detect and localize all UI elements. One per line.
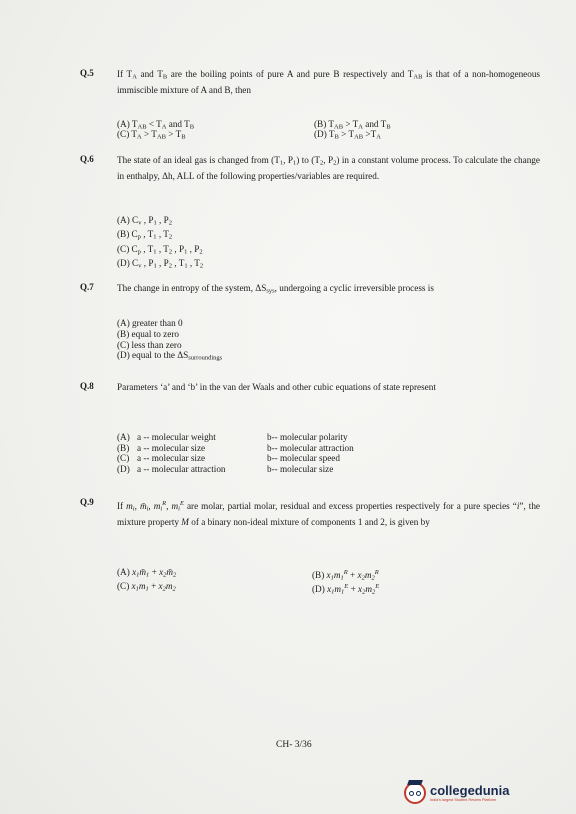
options-table (117, 432, 354, 474)
option-a: (A) $T_{AB} < T_A$ and $T_B$ (117, 119, 195, 131)
collegedunia-logo[interactable] (404, 779, 540, 807)
question-number: Q.7 (80, 282, 94, 292)
question-number: Q.8 (80, 381, 94, 391)
option-c: (C) less than zero (117, 339, 182, 350)
parameter-a: a -- molecular size (137, 453, 206, 464)
option-c: (C) $T_A > T_{AB} > T_B$ (117, 129, 186, 141)
option-label: (B) (117, 442, 130, 453)
option-label: (D) (117, 463, 130, 474)
option-row (117, 453, 354, 464)
parameter-a: a -- molecular attraction (137, 463, 226, 474)
option-d: (D) $T_B > T_{AB} >T_A$ (314, 129, 381, 141)
question-text: The state of an ideal gas is changed from ($T_1$, $P_1$) to ($T_2$, $P_2$) in a constant volume process. To calculate the change in enthalpy, Δh, ALL of the following properties/variables are required. (117, 155, 540, 181)
question-number: Q.6 (80, 154, 94, 164)
option-d: (D) $C_v$ , $P_1$ , $P_2$ , $T_1$ , $T_2$ (117, 257, 204, 270)
option-c: (C) $C_p$ , $T_1$ , $T_2$ , $P_1$ , $P_2$ (117, 243, 203, 256)
parameter-b: b-- molecular polarity (267, 432, 348, 442)
parameter-b: b-- molecular size (267, 463, 334, 474)
option-b: (B) $T_{AB} > T_A$ and $T_B$ (314, 119, 391, 131)
option-a: (A) $C_v$ , $P_1$ , $P_2$ (117, 215, 172, 227)
question-text: If $m_i$, $m̄_i$, $m_i^R$, $m_i^E$ are molar, partial molar, residual and excess properties respectively for a pure species “i”, the mixture property M of a binary non-ideal mixture of components 1 and 2, is given by (117, 500, 541, 527)
option-b: (B) equal to zero (117, 328, 179, 339)
parameter-b: b-- molecular speed (267, 453, 340, 464)
question-number: Q.9 (80, 497, 94, 507)
option-a: (A) $x_1m̄_1$ + $x_2m̄_2$ (117, 567, 177, 579)
question-text: The change in entropy of the system, $\Delta S_{sys}$, undergoing a cyclic irreversible process is (117, 283, 434, 295)
parameter-b: b-- molecular attraction (267, 442, 354, 453)
options-list (117, 215, 203, 272)
parameter-a: a -- molecular size (137, 442, 206, 453)
option-row (117, 432, 354, 443)
parameter-a: a -- molecular weight (137, 432, 216, 442)
option-d: (D) equal to the $\Delta S_{surroundings}$ (117, 350, 223, 362)
option-label: (A) (117, 432, 130, 442)
page-number: CH- 3/36 (276, 740, 312, 750)
option-label: (C) (117, 453, 130, 464)
option-d: (D) $x_1m_1^E + x_2m_2^E$ (312, 583, 380, 596)
option-row (117, 443, 354, 454)
logo-tagline: India's largest Student Review Platform (430, 797, 497, 802)
question-text: If $T_A$ and $T_B$ are the boiling points of pure A and pure B respectively and $T_{AB}$ is that of a non-homogeneous immiscible mixture of A and B, then (117, 69, 540, 95)
question-text: Parameters ‘a’ and ‘b’ in the van der Waals and other cubic equations of state represent (117, 382, 436, 392)
owl-icon (404, 782, 426, 804)
option-b: (B) $C_p$ , $T_1$ , $T_2$ (117, 229, 173, 241)
option-row (117, 464, 354, 475)
option-b: (B) $x_1m_1^R + x_2m_2^R$ (312, 569, 379, 582)
option-c: (C) $x_1m_1 + x_2m_2$ (117, 581, 176, 593)
options-list (117, 318, 222, 365)
logo-name: collegedunia (430, 782, 510, 798)
question-number: Q.5 (80, 68, 94, 78)
option-a: (A) greater than 0 (117, 318, 183, 328)
